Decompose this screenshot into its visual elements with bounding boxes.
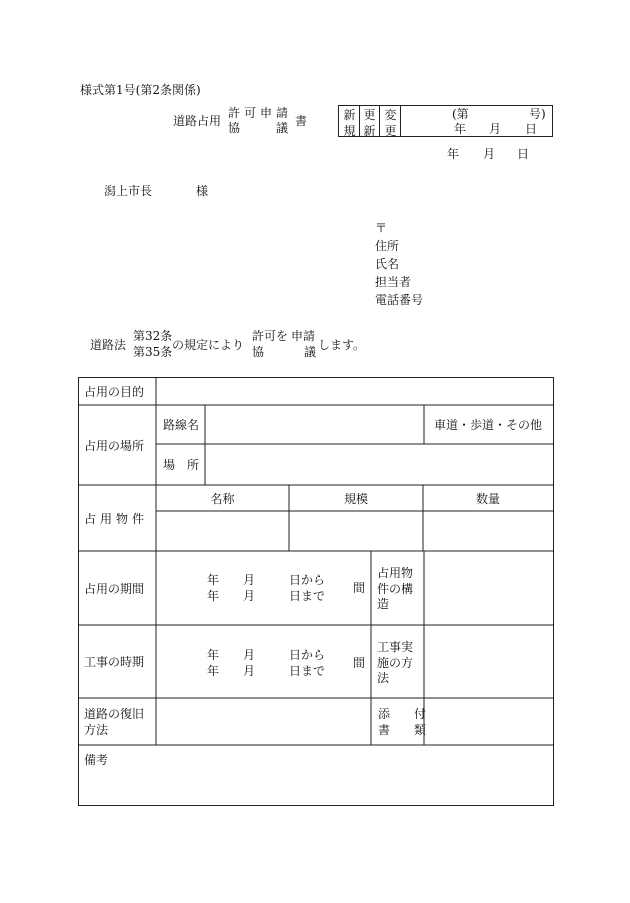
work-to[interactable]: 年 月 日まで [207,664,326,678]
title-char: 申 [260,106,273,120]
title-char: 議 [276,121,289,135]
route-name-label: 路線名 [163,418,200,432]
work-unit: 間 [353,656,366,670]
number-open: (第 [452,107,469,121]
name-label: 氏名 [375,257,400,271]
restoration-field[interactable] [157,699,370,744]
phone-label: 電話番号 [375,293,424,307]
title-char: 可 [244,106,257,120]
work-method-label: 工 事 実 施 の 方 法 [377,640,414,686]
form-id: 様式第1号(第2条関係) [80,83,201,97]
place-label: 場 所 [163,458,200,472]
road-type-options[interactable]: 車道・歩道・その他 [434,418,543,432]
col-name-header: 名称 [210,491,235,506]
remarks-field[interactable] [80,768,552,803]
title-suffix: 書 [295,114,308,128]
work-from[interactable]: 年 月 日から [207,648,326,662]
addressee: 潟上市長 [104,184,153,198]
statement-opt2-a: 協 [252,345,265,359]
title-prefix: 道路占用 [173,114,222,128]
date-day: 日 [517,147,530,161]
address-label: 住所 [375,239,400,253]
date-month: 月 [483,147,496,161]
purpose-field[interactable] [157,379,552,404]
work-period-label: 工事の時期 [84,655,145,669]
date-year: 年 [447,147,460,161]
item-scale-field[interactable] [290,512,422,550]
occupancy-item-label: 占用物件 [84,511,149,526]
honorific: 様 [196,184,209,198]
structure-label: 占 用 物 件 の 構 造 [377,566,414,612]
title-char: 請 [276,106,289,120]
application-type-box [338,105,553,137]
postal-mark: 〒 [375,221,388,235]
col-scale-header: 規模 [343,491,368,506]
type-renew[interactable]: 更 新 [363,108,376,139]
item-quantity-field[interactable] [424,512,552,550]
number-close: 号) [529,107,546,121]
statement-opt2-b: 議 [304,345,317,359]
title-char: 許 [228,106,241,120]
location-label: 占用の場所 [84,438,145,453]
item-name-field[interactable] [157,512,288,550]
title-option-row1 [228,105,292,121]
statement-opt1-a: 許可を [252,329,289,343]
place-field[interactable] [206,445,552,484]
attachments-field[interactable] [425,699,552,744]
statement-article-35: 第35条 [133,345,173,359]
title-option-row2 [228,120,292,136]
statement-article-32: 第32条 [133,329,173,343]
title-char: 協 [228,121,241,135]
contact-person-label: 担当者 [375,275,412,289]
box-day: 日 [525,122,538,136]
statement-end: します。 [318,338,366,352]
col-quantity-header: 数量 [475,491,500,506]
work-method-field[interactable] [425,626,552,697]
box-year: 年 [454,122,467,136]
remarks-label: 備考 [84,753,109,767]
restoration-label: 道路の復旧 方法 [84,707,145,738]
period-from[interactable]: 年 月 日から [207,573,326,587]
purpose-label: 占用の目的 [84,385,145,399]
route-name-field[interactable] [206,406,423,443]
type-new[interactable]: 新 規 [343,108,356,139]
statement-law: 道路法 [90,338,127,352]
application-table [78,377,554,806]
box-month: 月 [489,122,502,136]
structure-field[interactable] [425,552,552,624]
period-to[interactable]: 年 月 日まで [207,589,326,603]
attachments-label: 添 付 書 類 [378,707,427,738]
statement-middle: の規定により [172,338,245,352]
period-unit: 間 [353,581,366,595]
type-change[interactable]: 変 更 [384,108,397,139]
period-label: 占用の期間 [84,581,145,596]
statement-opt1-b: 申請 [291,329,316,343]
